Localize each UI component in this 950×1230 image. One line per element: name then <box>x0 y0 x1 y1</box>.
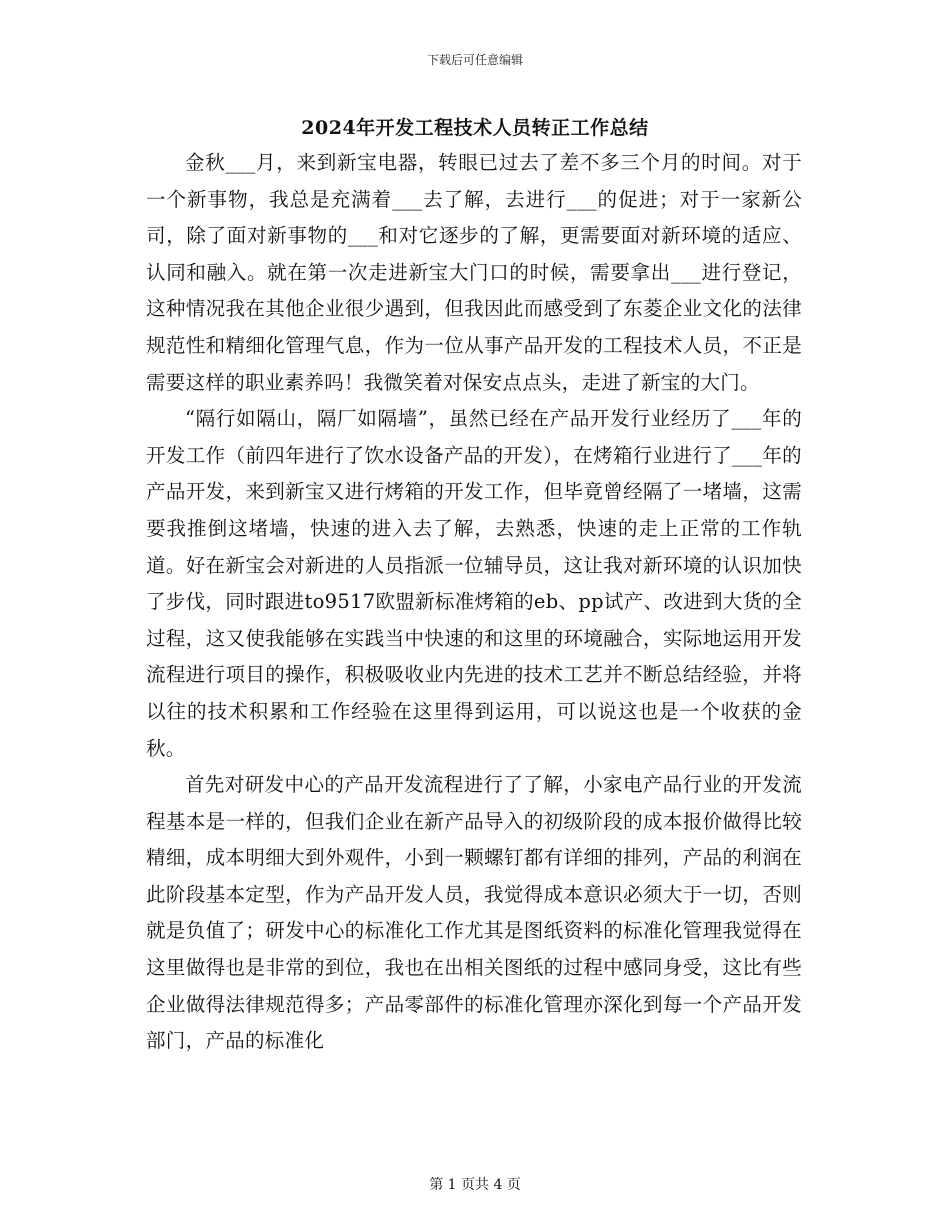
page-header-note: 下载后可任意编辑 <box>426 53 523 67</box>
document-body <box>146 145 802 1060</box>
page-number-footer: 第 1 页共 4 页 <box>429 1177 521 1193</box>
document-title: 2024年开发工程技术人员转正工作总结 <box>301 117 649 139</box>
body-paragraph-2: “隔行如隔山，隔厂如隔墙”，虽然已经在产品开发行业经历了___年的开发工作（前四年进行了饮水设备产品的开发），在烤箱行业进行了___年的产品开发，来到新宝又进行烤箱的开发工作，但毕竟曾经隔了一堵墙，这需要我推倒这堵墙，快速的进入去了解，去熟悉，快速的走上正常的工作轨道。好在新宝会对新进的人员指派一位辅导员，这让我对新环境的认识加快了步伐，同时跟进to9517欧盟新标准烤箱的eb、pp试产、改进到大货的全过程，这又使我能够在实践当中快速的和这里的环境融合，实际地运用开发流程进行项目的操作，积极吸收业内先进的技术工艺并不断总结经验，并将以往的技术积累和工作经验在这里得到运用，可以说这也是一个收获的金秋。 <box>146 407 802 760</box>
body-paragraph-1: 金秋___月，来到新宝电器，转眼已过去了差不多三个月的时间。对于一个新事物，我总是充满着___去了解，去进行___的促进；对于一家新公司，除了面对新事物的___和对它逐步的了解，更需要面对新环境的适应、认同和融入。就在第一次走进新宝大门口的时候，需要拿出___进行登记，这种情况我在其他企业很少遇到，但我因此而感受到了东菱企业文化的法律规范性和精细化管理气息，作为一位从事产品开发的工程技术人员，不正是需要这样的职业素养吗！我微笑着对保安点点头，走进了新宝的大门。 <box>146 151 802 394</box>
body-paragraph-3: 首先对研发中心的产品开发流程进行了了解，小家电产品行业的开发流程基本是一样的，但我们企业在新产品导入的初级阶段的成本报价做得比较精细，成本明细大到外观件，小到一颗螺钉都有详细的排列，产品的利润在此阶段基本定型，作为产品开发人员，我觉得成本意识必须大于一切，否则就是负值了；研发中心的标准化工作尤其是图纸资料的标准化管理我觉得在这里做得也是非常的到位，我也在出相关图纸的过程中感同身受，这比有些企业做得法律规范得多；产品零部件的标准化管理亦深化到每一个产品开发部门，产品的标准化 <box>146 773 802 1053</box>
